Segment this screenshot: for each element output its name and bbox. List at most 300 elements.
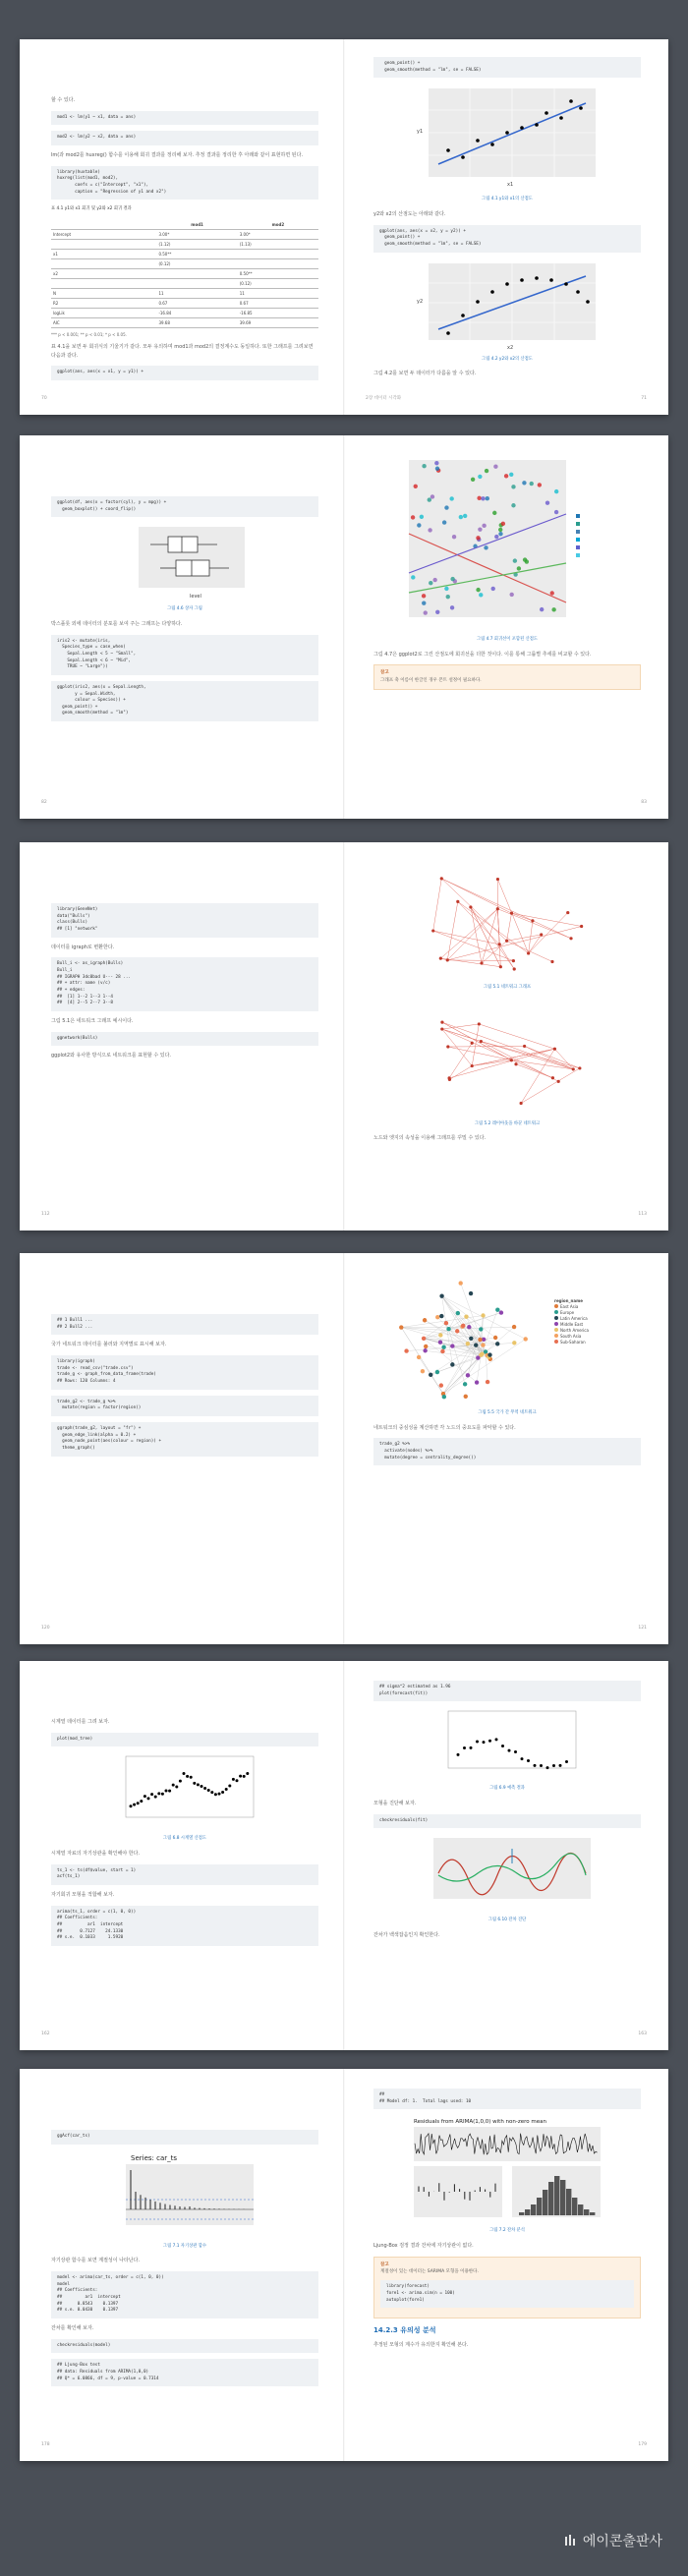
series-point	[565, 1760, 568, 1763]
network-edge	[442, 1029, 553, 1078]
code-block: ggnetwork(Bulls)	[51, 1032, 318, 1047]
plot-panel	[433, 1838, 591, 1899]
scatter-point	[554, 489, 558, 493]
code-block: trade_g2 %>% activate(nodes) %>% mutate(degree = centrality_degree())	[373, 1438, 641, 1465]
note-text: 계절성이 있는 데이터는 SARIMA 모형을 이용한다.	[380, 2269, 479, 2275]
table-cell: (0.12)	[238, 278, 318, 288]
scatter-point	[485, 469, 488, 473]
table-cell	[156, 268, 237, 278]
series-point	[540, 1764, 543, 1767]
network-node	[471, 1041, 474, 1044]
body-text: 노드와 엣지의 속성을 이용해 그래프를 꾸밀 수 있다.	[373, 1135, 487, 1142]
network-edge	[443, 1339, 526, 1394]
series-point	[501, 1745, 504, 1747]
scatter-point	[498, 532, 502, 536]
histogram-bar	[543, 2190, 547, 2215]
scatter-point	[428, 528, 431, 532]
code-block: ## sigma^2 estimated as 1.96 plot(forecast(fit))	[373, 1681, 641, 1701]
network-node	[450, 1362, 454, 1366]
note-box	[373, 2257, 641, 2319]
table-cell: AIC	[51, 317, 156, 327]
histogram-bar	[572, 2198, 577, 2215]
table-cell	[51, 239, 156, 249]
figure-caption: 그림 4.2 y2와 x2의 산점도	[482, 356, 533, 362]
acf-plot	[111, 2150, 258, 2239]
network-node	[471, 1063, 474, 1066]
code-block: library(forecast) fore1 <- arima.sim(n = 100) autoplot(fore1)	[380, 2280, 634, 2308]
table-row	[51, 298, 318, 308]
page-71	[344, 39, 668, 415]
forecast-scatter	[433, 1707, 581, 1781]
scatter-point	[554, 510, 558, 514]
series-point	[232, 1778, 235, 1781]
table-cell: (1.12)	[156, 239, 237, 249]
page-footer	[41, 1625, 322, 1632]
table-cell: 0.50**	[238, 268, 318, 278]
network-node	[540, 933, 543, 936]
network-node	[456, 1311, 460, 1315]
scatter-point	[482, 524, 486, 528]
x-axis-label: x2	[507, 344, 514, 351]
table-cell: 3.00*	[156, 229, 237, 239]
network-edge	[441, 879, 511, 913]
network-node	[551, 1076, 554, 1079]
scatter-point	[538, 483, 542, 487]
scatter-point	[509, 593, 513, 597]
series-point	[186, 1775, 189, 1778]
network-edge	[482, 941, 507, 963]
series-point	[495, 1739, 498, 1742]
table-cell: x2	[51, 268, 156, 278]
network-node	[467, 1325, 471, 1329]
body-text: 자기회귀 모형을 적합해 보자.	[51, 1891, 115, 1898]
network-graph-1	[419, 862, 596, 980]
body-text: 박스플롯 외에 데이터의 분포를 보여 주는 그래프는 다양하다.	[51, 620, 183, 627]
table-cell: N	[51, 288, 156, 298]
page-footer	[366, 1211, 647, 1219]
network-node	[466, 1342, 470, 1345]
series-point	[236, 1780, 239, 1783]
legend-item: South Asia	[554, 1334, 589, 1340]
series-point	[559, 1764, 562, 1767]
network-node	[421, 1369, 425, 1373]
network-node	[580, 925, 583, 928]
series-point	[150, 1794, 153, 1797]
running-header: 2장 데이터 시각화	[366, 396, 402, 402]
network-node	[464, 1395, 468, 1399]
network-node	[499, 1310, 503, 1314]
network-node	[495, 1308, 499, 1312]
figure-caption: 그림 7.2 잔차 분석	[489, 2228, 525, 2234]
scatter-point	[479, 593, 483, 597]
figure-caption: 그림 4.1 y1와 x1의 산점도	[482, 197, 533, 202]
network-node	[439, 957, 442, 960]
scatter-point	[491, 587, 495, 591]
code-block: ggplot(ans, aes(x = x2, y = y2)) + geom_point() + geom_smooth(method = "lm", se = FALSE)	[373, 225, 641, 253]
network-node	[572, 1067, 575, 1070]
series-point	[221, 1791, 224, 1794]
boxplot	[121, 523, 249, 601]
spread-4	[20, 1253, 668, 1644]
note-box	[373, 664, 641, 690]
series-point	[143, 1795, 146, 1798]
series-point	[483, 1741, 486, 1744]
table-cell: x1	[51, 249, 156, 258]
network-node	[446, 958, 449, 961]
scatter-point	[411, 515, 415, 519]
network-figure	[373, 1269, 641, 1406]
page-113	[344, 842, 668, 1231]
table-row	[51, 308, 318, 317]
series-point	[161, 1793, 164, 1796]
network-edge	[481, 1041, 579, 1067]
spread-5	[20, 1661, 668, 2050]
network-edge	[497, 909, 571, 939]
series-point	[207, 1789, 210, 1792]
scatter-point	[511, 485, 515, 488]
scatter-point	[550, 591, 554, 595]
network-edge	[499, 945, 514, 969]
network-node	[527, 951, 530, 954]
network-node	[514, 1062, 517, 1065]
histogram-bar	[590, 2212, 595, 2215]
legend-item: North America	[554, 1328, 589, 1334]
code-block: Bull_i <- as_igraph(Bulls) Bull_i ## IGRAPH 3dc0bad U--- 28 ... ## + attr: name (v/c) ## + edges: ## [1] 1--2 1--3 1--4 ## [4] 2--5 2--7 3--8	[51, 957, 318, 1011]
page-number: 178	[41, 2442, 50, 2448]
table-row	[51, 258, 318, 268]
series-point	[190, 1776, 193, 1779]
network-node	[569, 937, 572, 940]
plot-panel	[126, 2164, 254, 2225]
code-block: ggplot(ans, aes(x = x1, y = y1)) +	[51, 366, 318, 380]
network-edge	[442, 1023, 480, 1028]
scatter-point	[463, 514, 467, 518]
scatter-point	[420, 515, 424, 519]
network-node	[493, 1336, 497, 1340]
network-node	[440, 1027, 443, 1030]
network-node	[520, 1101, 523, 1104]
page-163	[344, 1661, 668, 2050]
series-point	[183, 1772, 186, 1775]
page-number: 70	[41, 396, 47, 402]
table-cell	[156, 278, 237, 288]
network-edge	[481, 1315, 483, 1354]
plot-panel	[126, 1756, 254, 1817]
code-block: trade_g2 <- trade_g %>% mutate(region = factor(region))	[51, 1396, 318, 1416]
network-edge	[521, 1067, 580, 1103]
series-point	[157, 1793, 160, 1796]
body-text: 자기상관 함수를 보면 계절성이 나타난다.	[51, 2258, 141, 2264]
table-cell	[51, 258, 156, 268]
table-cell: (0.12)	[156, 258, 237, 268]
network-node	[523, 1044, 526, 1047]
network-node	[481, 1343, 485, 1346]
page-112	[20, 842, 344, 1231]
scatter-point	[513, 558, 517, 562]
scatter-point	[530, 482, 534, 486]
series-point	[225, 1788, 228, 1791]
code-block: mod1 <- lm(y1 ~ x1, data = ans)	[51, 111, 318, 126]
body-text: 그림 4.2를 보면 두 데이터가 다름을 알 수 있다.	[373, 371, 477, 377]
colored-scatter-plot	[394, 455, 620, 632]
scatter-point	[551, 607, 555, 611]
series-point	[210, 1792, 213, 1795]
page-number: 82	[41, 800, 47, 806]
code-block: plot(mod_tree)	[51, 1733, 318, 1747]
network-node	[458, 1281, 462, 1285]
network-edge	[507, 913, 512, 941]
code-block: ggAcf(car_ts)	[51, 2130, 318, 2145]
spread-2	[20, 435, 668, 819]
table-cell: 39.68	[156, 317, 237, 327]
scatter-point	[444, 505, 448, 509]
body-text: 그림 4.7은 ggplot2로 그린 산점도에 회귀선을 더한 것이다. 이를 통해 그룹별 추세를 비교할 수 있다.	[373, 651, 592, 658]
acf-panel	[414, 2166, 502, 2217]
network-node	[469, 905, 472, 908]
network-node	[480, 961, 483, 964]
series-point	[243, 1775, 246, 1778]
scatter-point	[417, 523, 421, 527]
series-point	[137, 1803, 140, 1805]
network-node	[442, 1395, 446, 1399]
table-row	[51, 239, 318, 249]
table-cell: 0.67	[238, 298, 318, 308]
table-cell: 0.50**	[156, 249, 237, 258]
scatter-point	[484, 545, 487, 549]
network-node	[417, 1355, 421, 1359]
x-axis-label: level	[190, 594, 201, 601]
network-node	[440, 1349, 444, 1353]
series-point	[172, 1784, 175, 1787]
series-point	[168, 1790, 171, 1793]
network-edge	[516, 1063, 552, 1077]
publisher-logo	[564, 2531, 662, 2550]
network-node	[496, 907, 499, 910]
series-point	[457, 1753, 460, 1756]
table-cell: -16.84	[156, 308, 237, 317]
network-node	[456, 900, 459, 903]
network-node	[423, 1318, 427, 1322]
scatter-point	[504, 474, 508, 478]
body-text: 표 4.1을 보면 두 회귀식의 기울기가 같다. 모두 유의하며 mod1과 mod2의 결정계수도 동일하다. 또한 그래프를 그려보면 다음과 같다.	[51, 343, 314, 359]
network-node	[505, 940, 508, 943]
page-83	[344, 435, 668, 819]
network-node	[480, 1352, 484, 1356]
table-header-cell	[51, 220, 156, 230]
network-edge	[472, 1059, 511, 1065]
scatter-point	[486, 496, 489, 500]
network-edge	[479, 1023, 554, 1048]
scatter-point	[522, 481, 526, 485]
series-point	[228, 1785, 231, 1788]
histogram-bar	[566, 2189, 571, 2215]
network-node	[404, 1348, 408, 1352]
table-row	[51, 288, 318, 298]
network-edge	[440, 958, 500, 967]
series-point	[534, 1764, 537, 1767]
page-number: 112	[41, 1212, 50, 1218]
network-node	[495, 1342, 499, 1345]
code-block: arima(ts_1, order = c(1, 0, 0)) ## Coefficients: ## ar1 intercept ## 0.7127 24.1330 ## s.e. 0.1033 1.5920	[51, 1906, 318, 1946]
page-footer	[41, 395, 322, 403]
code-block: ggraph(trade_g2, layout = "fr") + geom_edge_link(alpha = 0.2) + geom_node_point(aes(colour = region)) + theme_graph()	[51, 1422, 318, 1457]
scatter-point	[476, 536, 480, 540]
scatter-point	[435, 467, 439, 471]
code-block: checkresiduals(model)	[51, 2339, 318, 2354]
network-edge	[442, 1022, 511, 1060]
page-footer	[41, 2441, 322, 2449]
table-row	[51, 249, 318, 258]
network-node	[498, 943, 501, 945]
scatter-point	[452, 535, 456, 539]
table-cell: R2	[51, 298, 156, 308]
network-edge	[442, 1029, 482, 1042]
table-note: *** p < 0.001; ** p < 0.01; * p < 0.05.	[51, 331, 127, 337]
scatter-point	[414, 485, 418, 488]
time-series-scatter	[111, 1752, 258, 1831]
network-node	[524, 1337, 528, 1341]
table-cell: logLik	[51, 308, 156, 317]
network-legend	[554, 1298, 589, 1345]
x-axis-label: x1	[507, 182, 514, 189]
network-node	[439, 1293, 443, 1297]
code-block: geom_point() + geom_smooth(method = "lm", se = FALSE)	[373, 57, 641, 78]
series-point	[203, 1787, 206, 1790]
page-footer	[366, 395, 647, 403]
scatter-point	[478, 527, 482, 531]
code-block: checkresiduals(fit)	[373, 1814, 641, 1829]
network-node	[474, 1343, 478, 1346]
network-node	[475, 1380, 479, 1384]
network-edge	[433, 931, 500, 945]
plot-panel	[409, 460, 566, 617]
body-text: 잔차를 확인해 보자.	[51, 2324, 94, 2331]
page-number: 113	[638, 1212, 647, 1218]
figure-caption: 그림 7.1 자기상관 함수	[162, 2243, 207, 2249]
scatter-point	[444, 587, 448, 591]
table-cell	[238, 249, 318, 258]
scatter-point	[429, 581, 432, 585]
series-point	[521, 1757, 524, 1760]
network-node	[399, 1325, 403, 1329]
scatter-point	[517, 566, 521, 570]
y-axis-label: y1	[417, 129, 424, 136]
network-node	[435, 1315, 439, 1319]
chart-title: Series: car_ts	[131, 2153, 178, 2162]
table-row	[51, 268, 318, 278]
series-point	[488, 1740, 491, 1743]
scatter-point	[511, 503, 515, 507]
page-footer	[366, 799, 647, 807]
scatter-point	[442, 520, 446, 524]
figure-caption: 그림 5.2 레이아웃을 바꾼 네트워크	[474, 1120, 541, 1126]
network-node	[439, 1314, 443, 1318]
figure-caption: 그림 5.5 국가 간 무역 네트워크	[478, 1410, 537, 1415]
scatter-plot-2	[409, 258, 605, 352]
network-node	[512, 959, 515, 962]
page-number: 120	[41, 1626, 50, 1631]
histogram-bar	[560, 2180, 565, 2215]
page-number: 162	[41, 2032, 50, 2037]
trade-network-graph	[373, 1269, 550, 1406]
body-text: 데이터를 igraph로 변환한다.	[51, 944, 115, 950]
code-block: iris2 <- mutate(iris, Species_type = case_when( Sepal.Length < 5 ~ "Small", Sepal.Length < 6 ~ "Mid", TRUE ~ "Large"))	[51, 635, 318, 675]
scatter-point	[478, 475, 482, 479]
publisher-logo-icon	[564, 2534, 578, 2547]
series-point	[239, 1775, 242, 1778]
network-node	[440, 877, 443, 880]
table-cell	[238, 258, 318, 268]
page-footer	[41, 799, 322, 807]
legend	[576, 514, 580, 557]
page-82	[20, 435, 344, 819]
network-edge	[443, 1329, 481, 1394]
note-title: 참고	[380, 2261, 389, 2267]
histogram-bar	[519, 2212, 524, 2215]
series-point	[508, 1749, 511, 1752]
table-cell: (1.13)	[238, 239, 318, 249]
code-block: ## 1 Bull1 ... ## 2 Bull2 ...	[51, 1314, 318, 1335]
table-cell	[51, 278, 156, 288]
scatter-point	[449, 496, 453, 500]
network-node	[499, 965, 502, 968]
spread-1	[20, 39, 668, 415]
page-179	[344, 2069, 668, 2461]
page-footer	[366, 2031, 647, 2038]
code-block: library(GeneNet) data("Bulls") class(Bulls) ## [1] "network"	[51, 903, 318, 938]
network-node	[466, 1373, 470, 1377]
series-point	[470, 1746, 473, 1749]
network-edge	[442, 1029, 472, 1065]
spread-3	[20, 842, 668, 1231]
code-block: ## ## Model df: 1. Total lags used: 10	[373, 2089, 641, 2109]
page-number: 163	[638, 2032, 647, 2037]
page-number: 71	[641, 396, 647, 402]
table-row	[51, 229, 318, 239]
network-node	[481, 1313, 485, 1317]
figure-caption: 그림 4.7 회귀선이 포함된 산점도	[476, 637, 539, 642]
page-footer	[41, 1211, 322, 1219]
note-title: 참고	[380, 670, 389, 676]
network-edge	[471, 907, 500, 967]
network-node	[550, 960, 553, 963]
scatter-point	[432, 578, 436, 582]
body-text: y2와 x2의 산점도는 아래와 같다.	[373, 210, 446, 217]
network-node	[450, 1344, 454, 1347]
publisher-name: 에이콘출판사	[582, 2534, 662, 2549]
page-footer	[366, 2441, 647, 2449]
residual-curve-plot	[419, 1834, 596, 1913]
scatter-plot-1	[409, 84, 605, 192]
network-edge	[441, 879, 571, 939]
scatter-point	[523, 557, 527, 561]
scatter-point	[430, 494, 434, 498]
network-graph-2	[419, 999, 596, 1116]
series-point	[214, 1794, 217, 1797]
body-text: 잔차가 백색잡음인지 확인한다.	[373, 1931, 440, 1938]
network-node	[438, 1333, 442, 1337]
scatter-point	[422, 594, 426, 598]
body-text: 할 수 있다.	[51, 97, 76, 103]
network-node	[422, 1337, 426, 1341]
network-node	[455, 1329, 459, 1333]
histogram-bar	[554, 2176, 559, 2215]
network-node	[463, 1382, 467, 1386]
body-text: 시계열 데이터를 그려 보자.	[51, 1719, 110, 1725]
page-178	[20, 2069, 344, 2461]
series-point	[552, 1764, 555, 1767]
code-block: ggplot(iris2, aes(x = Sepal.Length, y = Sepal.Width, colour = Species)) + geom_point() + geom_smooth(method = "lm")	[51, 681, 318, 721]
